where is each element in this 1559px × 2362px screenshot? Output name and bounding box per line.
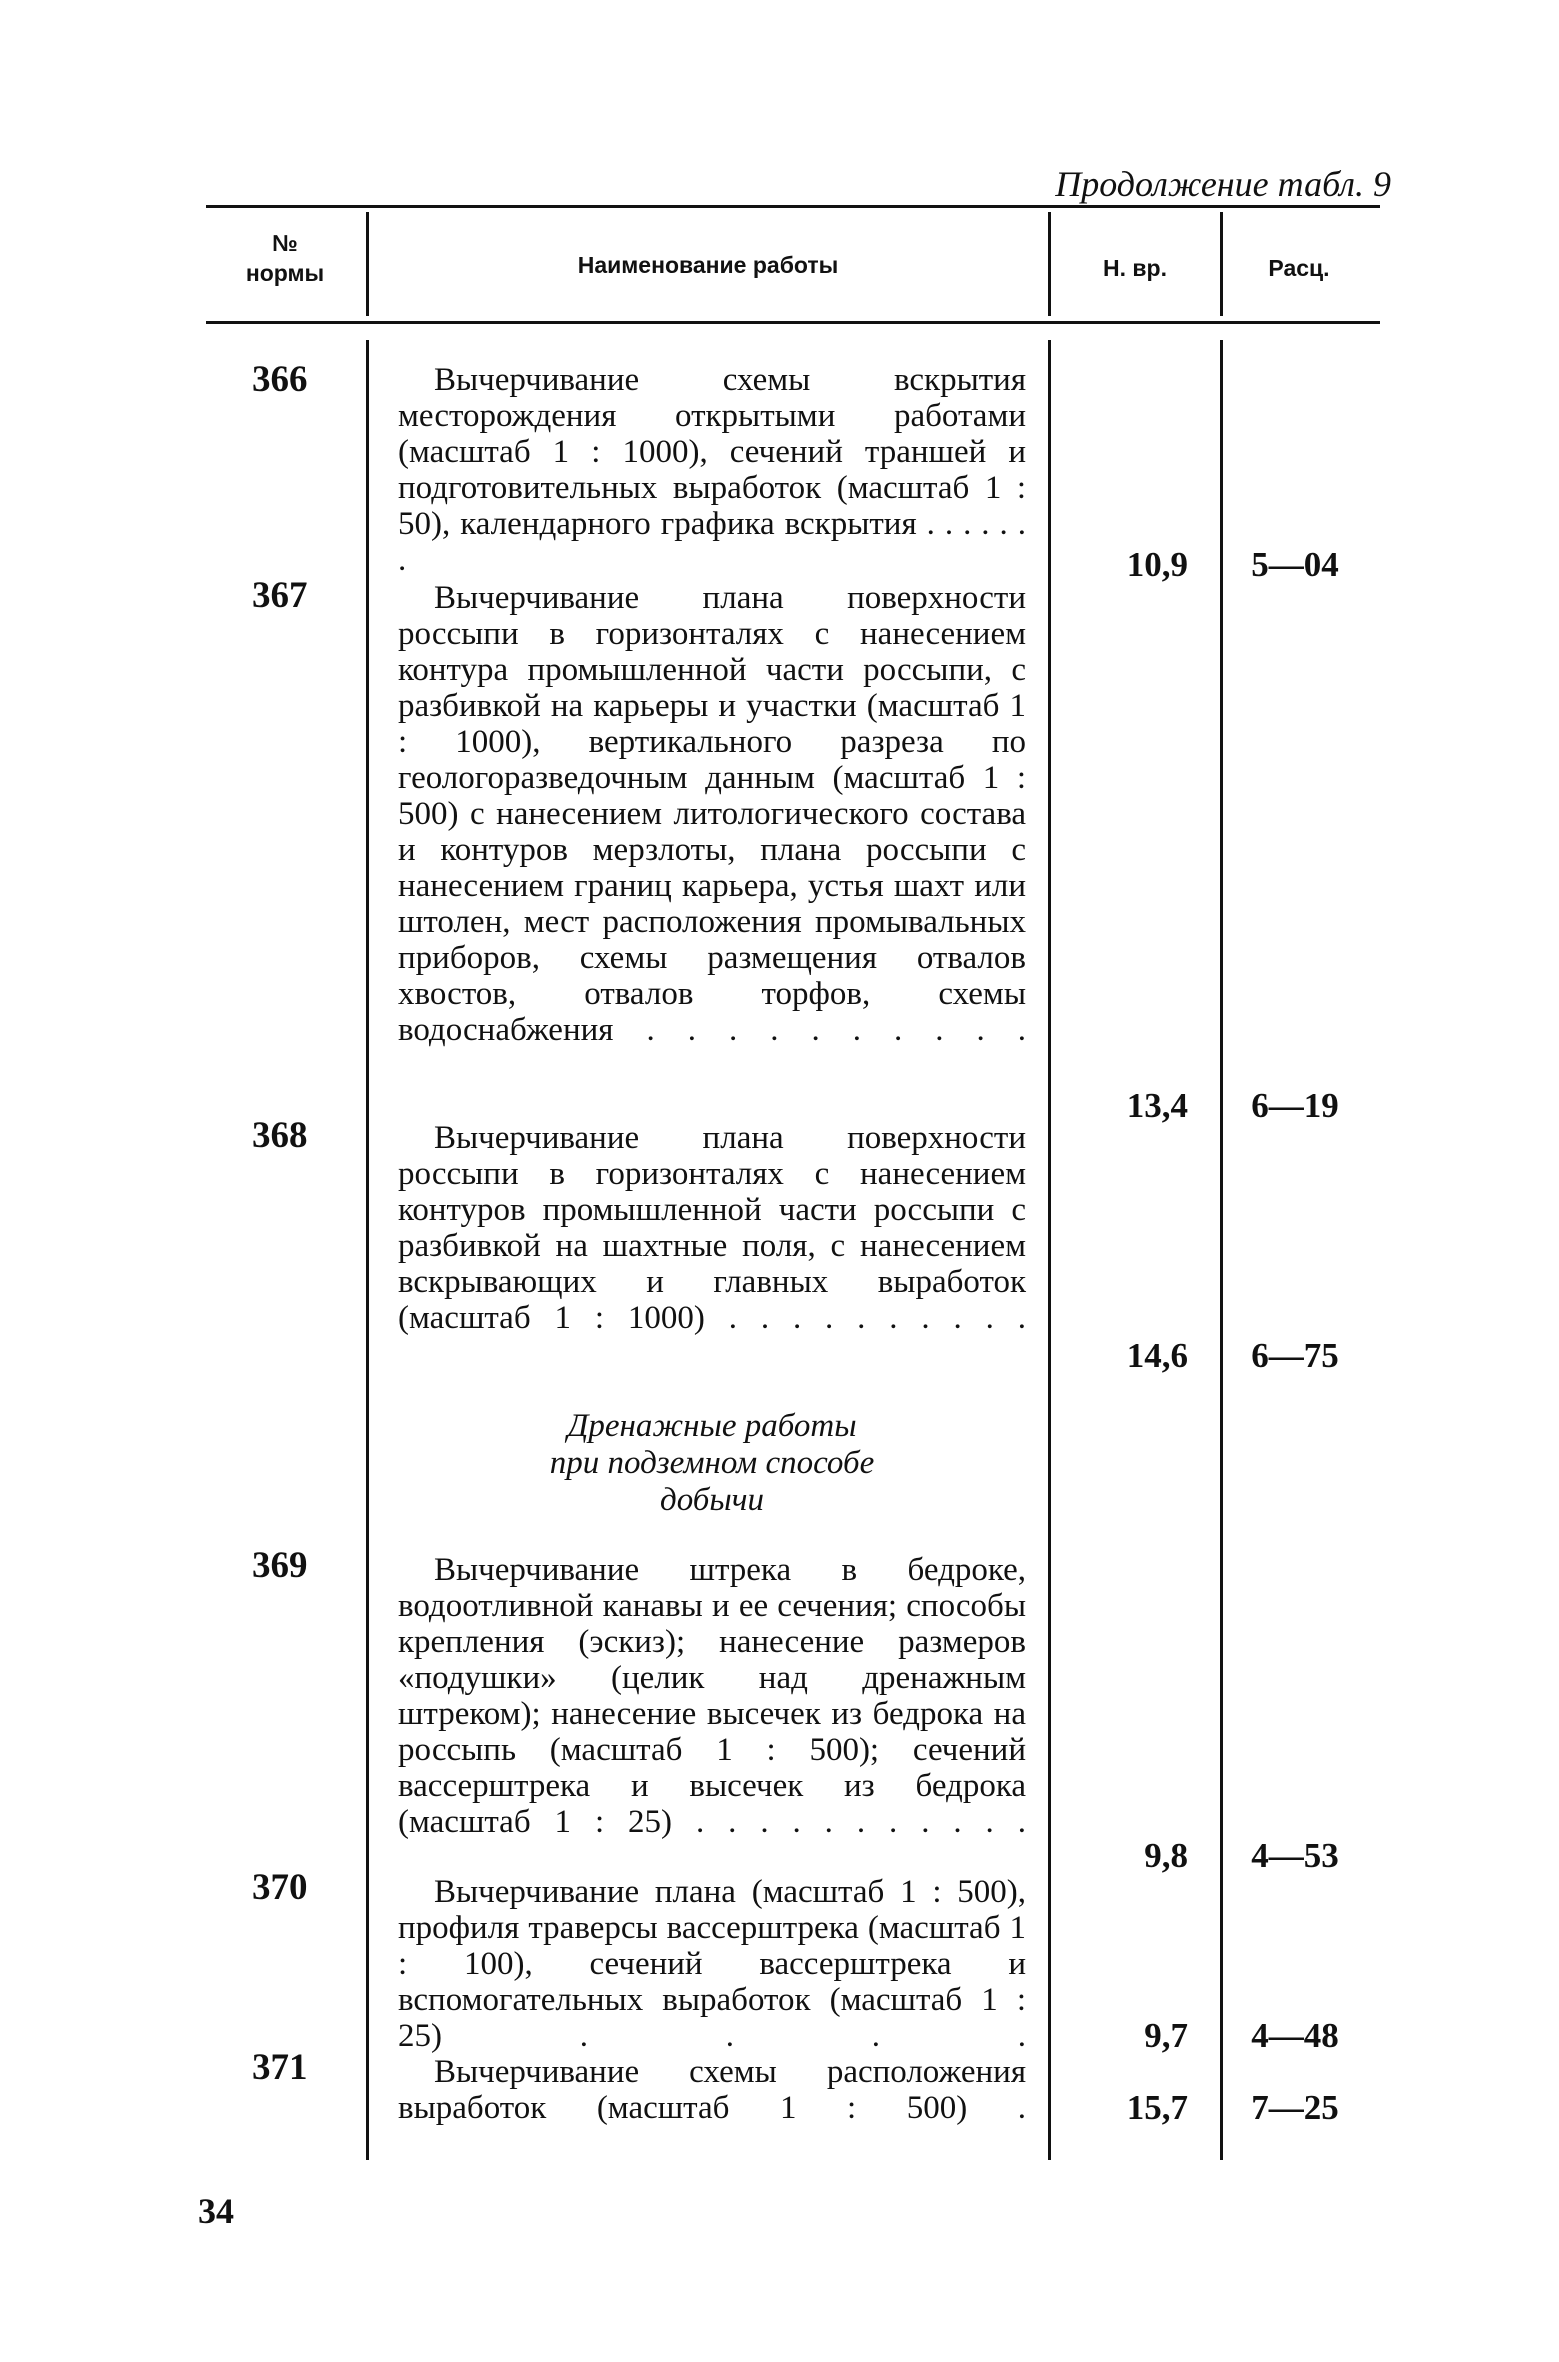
column-divider-2-body [1048, 340, 1051, 2160]
row-number-366: 366 [252, 359, 308, 400]
section-title-line-3: добычи [660, 1482, 764, 1518]
row-time-370: 9,7 [1144, 2016, 1188, 2055]
column-divider-1 [366, 212, 369, 316]
section-title-line-1: Дренажные работы [567, 1408, 857, 1444]
header-bottom-rule [206, 321, 1380, 324]
row-number-371: 371 [252, 2047, 308, 2088]
row-rate-368: 6—75 [1251, 1336, 1339, 1375]
column-divider-3-body [1220, 340, 1223, 2160]
section-title-line-2: при подземном способе [549, 1445, 875, 1481]
row-description: Вычерчивание схемы расположения выработок (масштаб 1 : 500) . [398, 2054, 1026, 2126]
row-time-371: 15,7 [1126, 2088, 1188, 2127]
row-rate-371: 7—25 [1251, 2088, 1339, 2127]
row-description: Вычерчивание плана (масштаб 1 : 500), профиля траверсы вассерштрека (масштаб 1 : 100), сечений вассерштрека и вспомогательных выработок (масштаб 1 : 25) . . . . [398, 1874, 1026, 2054]
row-time-368: 14,6 [1126, 1336, 1188, 1375]
row-text-367 [398, 580, 1026, 1048]
row-rate-366: 5—04 [1251, 545, 1339, 584]
page-number: 34 [198, 2191, 234, 2231]
section-title [398, 1408, 1026, 1519]
row-time-369: 9,8 [1144, 1836, 1188, 1875]
row-text-371 [398, 2054, 1026, 2126]
header-norm-label: нормы [245, 260, 325, 286]
row-number-368: 368 [252, 1115, 308, 1156]
header-norm-number [210, 228, 360, 288]
row-time-367: 13,4 [1126, 1086, 1188, 1125]
header-top-rule [206, 205, 1380, 208]
row-time-366: 10,9 [1126, 545, 1188, 584]
table-continuation-caption: Продолжение табл. 9 [1055, 164, 1391, 204]
header-norm-symbol: № [272, 230, 298, 256]
row-text-370 [398, 1874, 1026, 2054]
row-number-370: 370 [252, 1867, 308, 1908]
row-rate-369: 4—53 [1251, 1836, 1339, 1875]
header-rate: Расц. [1268, 255, 1330, 281]
row-text-366 [398, 362, 1026, 578]
row-description: Вычерчивание схемы вскрытия месторождения открытыми работами (масштаб 1 : 1000), сечений траншей и подготовительных выработок (масштаб 1 : 50), календарного графика вскрытия . . . . . . . [398, 362, 1026, 578]
row-number-367: 367 [252, 575, 308, 616]
row-text-368 [398, 1120, 1026, 1336]
column-divider-1-body [366, 340, 369, 2160]
row-description: Вычерчивание плана поверхности россыпи в горизонталях с нанесением контура промышленной части россыпи, с разбивкой на карьеры и участки (масштаб 1 : 1000), вертикального разреза по геологоразведочным данным (масштаб 1 : 500) с нанесением литологического состава и контуров мерзлоты, плана россыпи с нанесением границ карьера, устья шахт или штолен, мест расположения промывальных приборов, схемы размещения отвалов хвостов, отвалов торфов, схемы водоснабжения . . . . . . . . . . [398, 580, 1026, 1048]
column-divider-3 [1220, 212, 1223, 316]
row-description: Вычерчивание плана поверхности россыпи в горизонталях с нанесением контуров промышленной части россыпи с разбивкой на шахтные поля, с нанесением вскрывающих и главных выработок (масштаб 1 : 1000) . . . . . . . . . . [398, 1120, 1026, 1336]
row-text-369 [398, 1552, 1026, 1840]
header-work-name: Наименование работы [577, 252, 839, 278]
row-rate-367: 6—19 [1251, 1086, 1339, 1125]
row-description: Вычерчивание штрека в бедроке, водоотливной канавы и ее сечения; способы крепления (эскиз); нанесение размеров «подушки» (целик над дренажным штреком); нанесение высечек из бедрока на россыпь (масштаб 1 : 500); сечений вассерштрека и высечек из бедрока (масштаб 1 : 25) . . . . . . . . . . . [398, 1552, 1026, 1840]
column-divider-2 [1048, 212, 1051, 316]
header-time-norm: Н. вр. [1103, 255, 1167, 281]
row-rate-370: 4—48 [1251, 2016, 1339, 2055]
row-number-369: 369 [252, 1545, 308, 1586]
